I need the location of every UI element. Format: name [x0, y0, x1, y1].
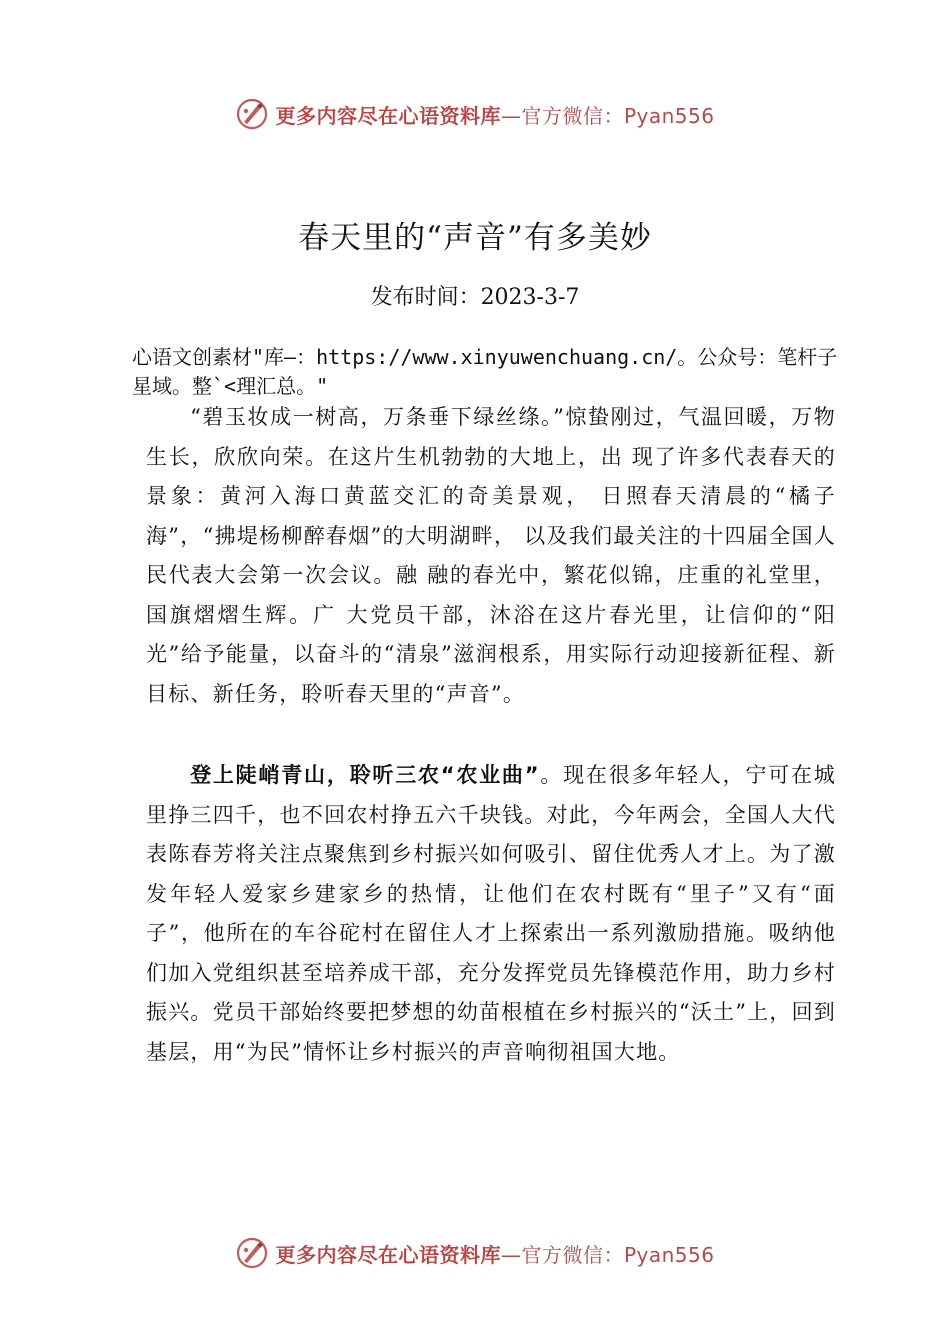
header-banner-highlight: 更多内容尽在心语资料库	[275, 103, 501, 128]
footer-banner	[0, 1233, 950, 1273]
header-banner-text	[275, 100, 714, 129]
pen-seal-icon	[235, 1236, 269, 1270]
paragraph-2-body: 。现在很多年轻人，宁可在城里挣三四千，也不回农村挣五六千块钱。对此，今年两会，全国人大代表陈春芳将关注点聚焦到乡村振兴如何吸引、留住优秀人才上。为了激发年轻人爱家乡建家乡的热情，让他们在农村既有“里子”又有“面子”，他所在的车谷砣村在留住人才上探索出一系列激励措施。吸纳他们加入党组织甚至培养成干部，充分发挥党员先锋模范作用，助力乡村振兴。党员干部始终要把梦想的幼苗根植在乡村振兴的“沃土”上，回到基层，用“为民”情怀让乡村振兴的声音响彻祖国大地。	[146, 763, 836, 1064]
article-paragraph-1: “碧玉妆成一树高，万条垂下绿丝绦。”惊蛰刚过，气温回暖，万物生长，欣欣向荣。在这片生机勃勃的大地上，出 现了许多代表春天的景象：黄河入海口黄蓝交汇的奇美景观， 日照春天清晨的“橘子海”，“拂堤杨柳醉春烟”的大明湖畔， 以及我们最关注的十四届全国人民代表大会第一次会议。融 融的春光中，繁花似锦，庄重的礼堂里，国旗熠熠生辉。广 大党员干部，沐浴在这片春光里，让信仰的“阳光”给予能量，以奋斗的“清泉”滋润根系，用实际行动迎接新征程、新目标、新任务，聆听春天里的“声音”。	[146, 405, 836, 706]
header-banner-rest: —官方微信：Pyan556	[500, 103, 715, 128]
footer-banner-rest: —官方微信：Pyan556	[500, 1242, 715, 1267]
paragraph-2-lead: 登上陡峭青山，聆听三农“农业曲”	[190, 763, 540, 787]
footer-banner-highlight: 更多内容尽在心语资料库	[275, 1242, 501, 1267]
footer-banner-text	[275, 1239, 714, 1268]
header-banner	[0, 94, 950, 134]
publish-date: 发布时间：2023-3-7	[370, 285, 580, 310]
article-title: 春天里的“声音”有多美妙	[298, 220, 652, 256]
source-note: 心语文创素材"库—：https://www.xinyuwenchuang.cn/。公众号：笔杆子星域。整`<理汇总。"	[132, 345, 838, 398]
pen-seal-icon	[235, 97, 269, 131]
article-paragraph-2	[146, 756, 836, 1072]
